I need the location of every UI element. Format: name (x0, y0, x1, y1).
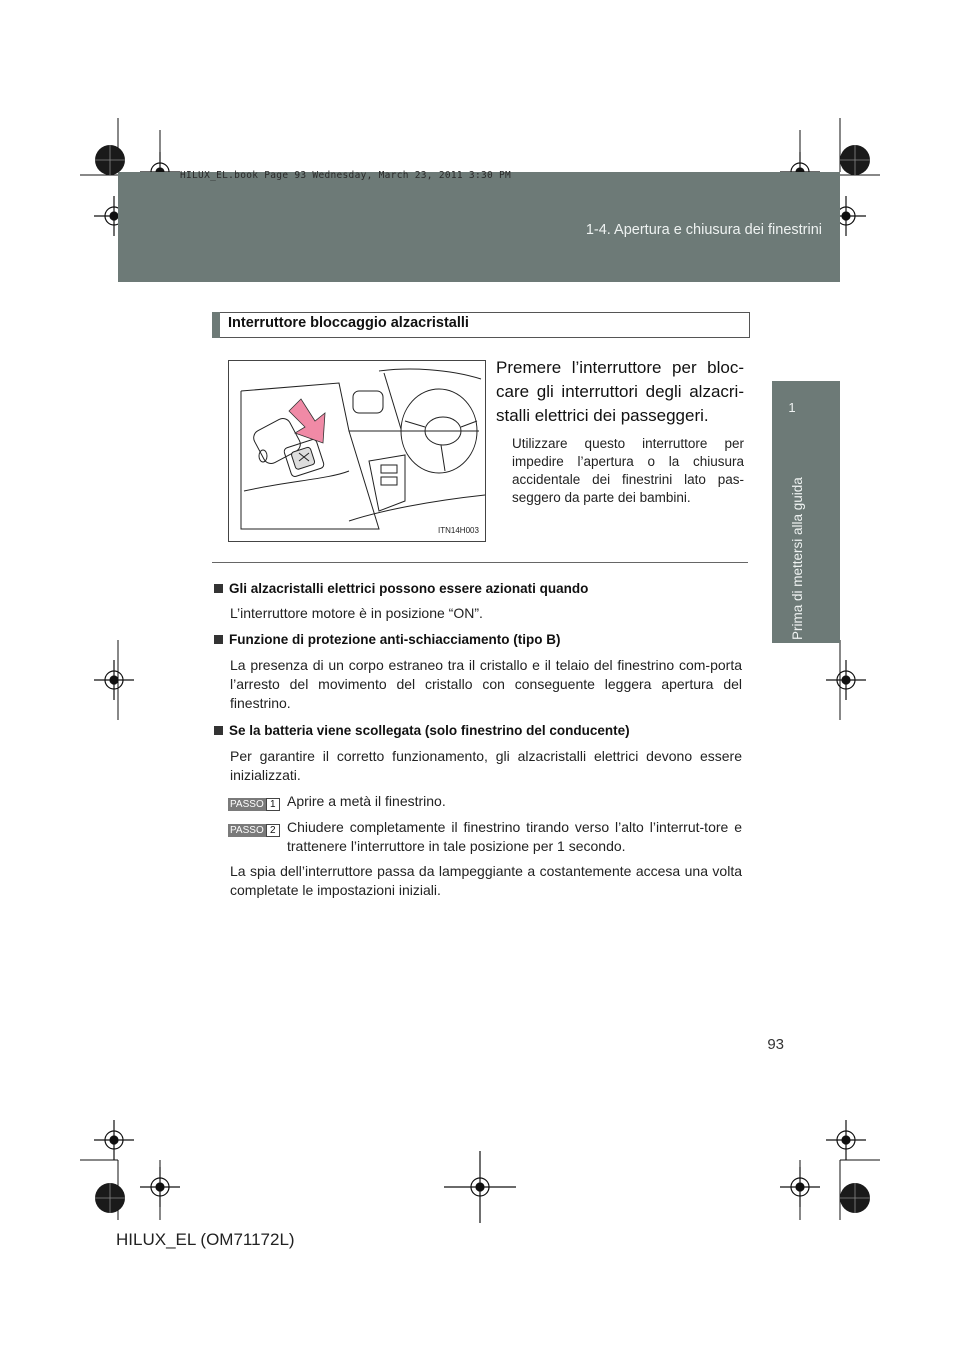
section-title: Interruttore bloccaggio alzacristalli (228, 315, 469, 331)
bullet-square-icon (214, 584, 223, 593)
bullet-square-icon (214, 635, 223, 644)
chapter-number: 1 (788, 400, 796, 415)
chapter-tab (772, 381, 840, 643)
step-label (228, 820, 280, 838)
chapter-title: Prima di mettersi alla guida (790, 477, 805, 640)
document-code: HILUX_EL (OM71172L) (116, 1230, 295, 1249)
step-number: 2 (266, 824, 280, 837)
note-text: L’interruttore motore è in posizione “ON”. (230, 605, 483, 621)
step-badge: PASSO (230, 825, 264, 836)
step-number: 1 (266, 798, 280, 811)
intro-paragraph: Premere l’interruttore per bloc-care gli interruttori degli alzacri-stalli elettrici dei passeggeri. (496, 358, 744, 425)
figure-code: ITN14H003 (438, 526, 479, 535)
note-heading: Funzione di protezione anti-schiacciamento (tipo B) (214, 632, 561, 647)
step-badge: PASSO (230, 799, 264, 810)
divider (212, 562, 748, 563)
section-heading-bar (212, 312, 220, 338)
window-lock-switch-illustration (228, 360, 486, 542)
intro-note: Utilizzare questo interruttore per impedire l’apertura o la chiusura accidentale dei finestrini lato pas-seggero da parte dei bambini. (512, 436, 744, 505)
bullet-square-icon (214, 726, 223, 735)
dashboard-drawing (229, 361, 485, 541)
closing-text: La spia dell’interruttore passa da lampeggiante a costantemente accesa una volta completate le impostazioni iniziali. (230, 863, 742, 898)
note-heading: Gli alzacristalli elettrici possono essere azionati quando (214, 581, 588, 596)
section-caption: 1-4. Apertura e chiusura dei finestrini (585, 222, 822, 238)
step-label (228, 794, 280, 812)
page-number: 93 (767, 1036, 784, 1053)
note-text: Per garantire il corretto funzionamento, gli alzacristalli elettrici devono essere inizializzati. (230, 748, 742, 783)
press-arrow (289, 399, 325, 443)
note-text: La presenza di un corpo estraneo tra il cristallo e il telaio del finestrino com-porta l’arresto del movimento del cristallo con conseguente leggera apertura del finestrino. (230, 657, 742, 711)
step-text: Aprire a metà il finestrino. (287, 793, 446, 809)
print-stamp: HILUX_EL.book Page 93 Wednesday, March 23, 2011 3:30 PM (180, 170, 512, 181)
note-heading: Se la batteria viene scollegata (solo finestrino del conducente) (214, 723, 630, 738)
step-text: Chiudere completamente il finestrino tirando verso l’alto l’interrut-tore e trattenere l’interruttore in tale posizione per 1 secondo. (287, 819, 742, 854)
